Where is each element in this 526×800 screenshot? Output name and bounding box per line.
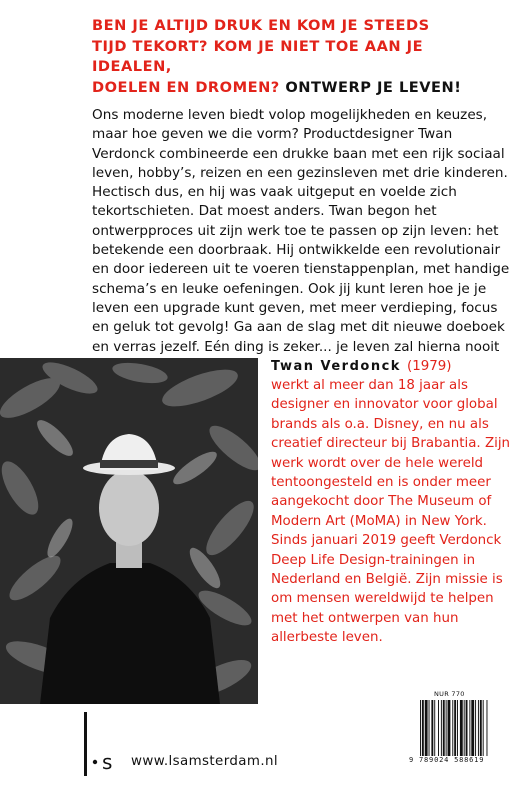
headline-line-3 — [92, 78, 492, 99]
author-photo-illustration — [0, 358, 258, 704]
headline-red-part: DOELEN EN DROMEN? — [92, 78, 280, 96]
headline-line-1: BEN JE ALTIJD DRUK EN KOM JE STEEDS — [92, 17, 430, 34]
headline-line-2: TIJD TEKORT? KOM JE NIET TOE AAN JE IDEALEN, — [92, 37, 424, 75]
author-name-line — [271, 357, 521, 377]
author-birth-year: (1979) — [406, 359, 452, 374]
publisher-website: www.lsamsterdam.nl — [131, 754, 278, 769]
author-bio: werkt al meer dan 18 jaar als designer en innovator voor global brands als o.a. Disney, en nu als creatief directeur bij Brabantia. Zijn werk wordt over de hele wereld tentoongesteld en is onder meer aangekocht door The Museum of Modern Art (MoMA) in New York. Sinds januari 2019 geeft Verdonck Deep Life Design-trainingen in Nederland en België. Zijn missie is om mensen wereldwijd te helpen met het ontwerpen van hun allerbeste leven. — [271, 378, 511, 646]
back-cover-headline — [92, 16, 492, 98]
blurb-paragraph: Ons moderne leven biedt volop mogelijkheden en keuzes, maar hoe geven we die vorm? Productdesigner Twan Verdonck combineerde een drukke baan met een rijk sociaal leven, hobby’s, reizen en een gezinsleven met drie kinderen. Hectisch dus, en hij was vaak uitgeput en voelde zich tekortschieten. Dat moest anders. Twan begon het ontwerpproces uit zijn werk toe te passen op zijn leven: het betekende een doorbraak. Hij ontwikkelde een revolutionair en door iedereen uit te voeren tienstappenplan, met handige schema’s en leuke oefeningen. Ook jij kunt leren hoe je je leven een upgrade kunt geven, met meer verdieping, focus en geluk tot gevolg! Ga aan de slag met dit nieuwe doeboek en verras jezelf. Eén ding is zeker... je leven zal hierna nooit — [92, 107, 510, 355]
barcode-digits: 9 789024 588619 — [409, 756, 485, 764]
ls-publisher-logo-icon — [82, 712, 122, 776]
svg-text:s: s — [102, 750, 113, 774]
isbn-barcode-icon — [420, 700, 512, 756]
nur-code: NUR 770 — [434, 690, 465, 698]
headline-dark-part: ONTWERP JE LEVEN! — [285, 78, 462, 96]
author-portrait-photo — [0, 358, 258, 704]
author-name: Twan Verdonck — [271, 359, 401, 374]
